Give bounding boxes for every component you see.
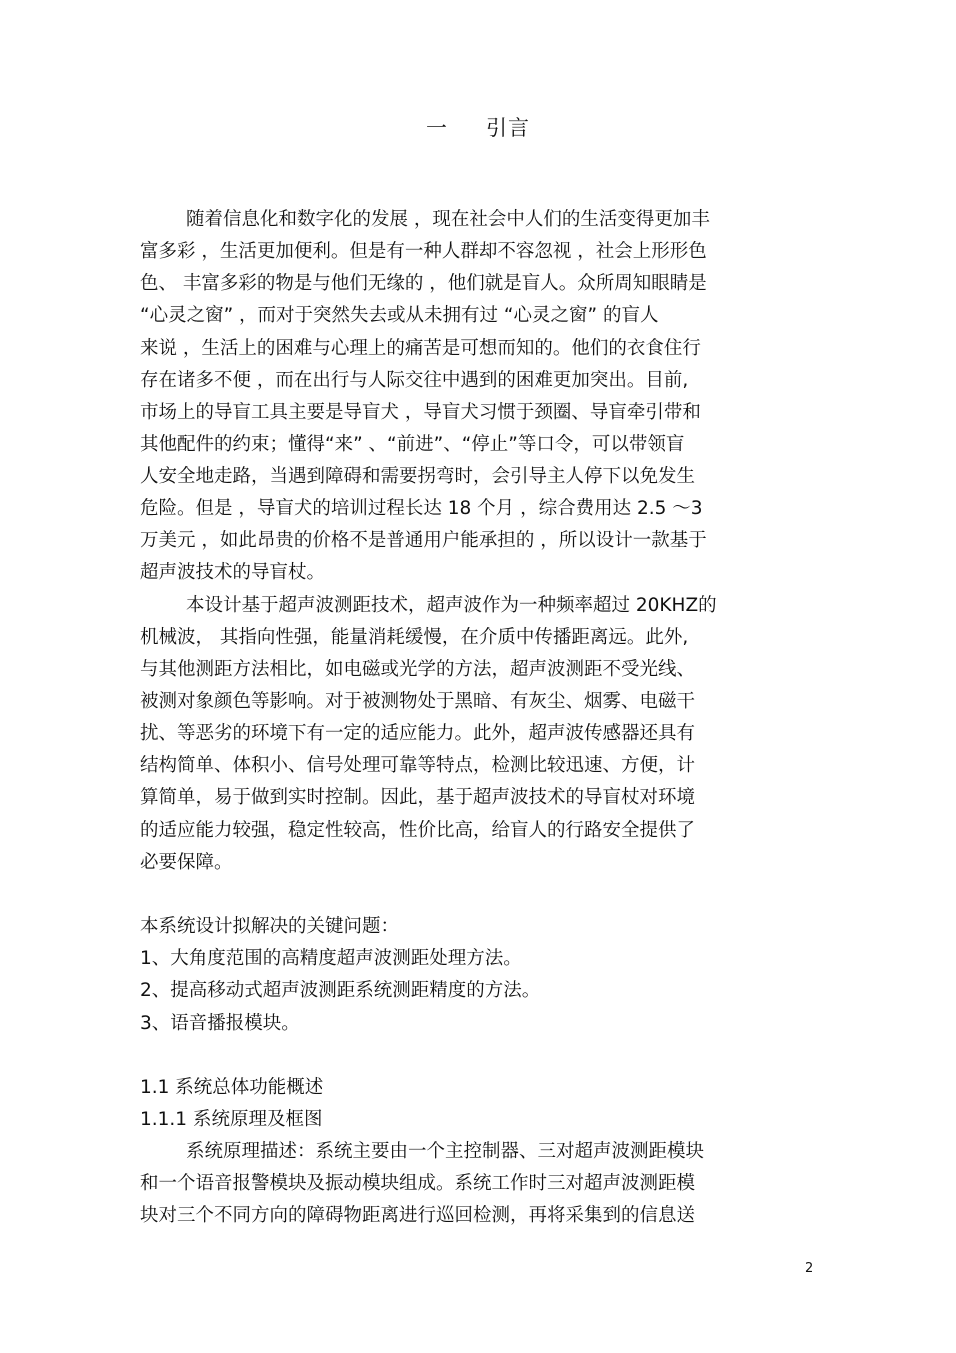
section-heading-1-1: 1.1 系统总体功能概述 bbox=[140, 1077, 324, 1098]
paragraph-line: 块对三个不同方向的障碍物距离进行巡回检测，再将采集到的信息送 bbox=[140, 1205, 696, 1226]
paragraph-line: 市场上的导盲工具主要是导盲犬 ，导盲犬习惯于颈圈、导盲牵引带和 bbox=[140, 402, 701, 423]
problem-item: 3、语音播报模块。 bbox=[140, 1013, 300, 1034]
paragraph-line: 必要保障。 bbox=[140, 852, 233, 873]
paragraph-line: 与其他测距方法相比，如电磁或光学的方法，超声波测距不受光线、 bbox=[140, 659, 696, 680]
paragraph-line: 算简单，易于做到实时控制。因此，基于超声波技术的导盲杖对环境 bbox=[140, 787, 696, 808]
paragraph-line: 机械波， 其指向性强，能量消耗缓慢，在介质中传播距离远。此外, bbox=[140, 627, 689, 648]
paragraph-line: 被测对象颜色等影响。对于被测物处于黑暗、有灰尘、烟雾、电磁干 bbox=[140, 691, 696, 712]
page-title bbox=[0, 112, 956, 142]
section-heading-1-1-1: 1.1.1 系统原理及框图 bbox=[140, 1109, 323, 1130]
paragraph-line: 本设计基于超声波测距技术，超声波作为一种频率超过 20KHZ的 bbox=[186, 595, 717, 616]
paragraph-line: 危险。但是 ，导盲犬的培训过程长达 18 个月 ，综合费用达 2.5 ～3 bbox=[140, 498, 703, 519]
paragraph-line: 结构简单、体积小、信号处理可靠等特点，检测比较迅速、方便，计 bbox=[140, 755, 696, 776]
paragraph-line: 和一个语音报警模块及振动模块组成。系统工作时三对超声波测距模 bbox=[140, 1173, 696, 1194]
paragraph-line: 其他配件的约束；懂得“来” 、“前进”、“停止”等口令，可以带领盲 bbox=[140, 434, 685, 455]
paragraph-line: 随着信息化和数字化的发展 ，现在社会中人们的生活变得更加丰 bbox=[186, 209, 710, 230]
paragraph-line: 来说 ，生活上的困难与心理上的痛苦是可想而知的。他们的衣食住行 bbox=[140, 338, 701, 359]
title-text: 引言 bbox=[486, 116, 530, 140]
paragraph-line: 色、 丰富多彩的物是与他们无缘的 ，他们就是盲人。众所周知眼睛是 bbox=[140, 273, 707, 294]
problems-heading: 本系统设计拟解决的关键问题： bbox=[140, 916, 400, 937]
page-number: 2 bbox=[805, 1261, 814, 1276]
paragraph-line: 扰、等恶劣的环境下有一定的适应能力。此外，超声波传感器还具有 bbox=[140, 723, 696, 744]
problem-item: 1、大角度范围的高精度超声波测距处理方法。 bbox=[140, 948, 522, 969]
paragraph-line: “心灵之窗” ，而对于突然失去或从未拥有过 “心灵之窗” 的盲人 bbox=[140, 305, 659, 326]
paragraph-line: 的适应能力较强，稳定性较高，性价比高，给盲人的行路安全提供了 bbox=[140, 820, 696, 841]
problem-item: 2、提高移动式超声波测距系统测距精度的方法。 bbox=[140, 980, 541, 1001]
paragraph-line: 超声波技术的导盲杖。 bbox=[140, 562, 326, 583]
paragraph-line: 人安全地走路，当遇到障碍和需要拐弯时，会引导主人停下以免发生 bbox=[140, 466, 696, 487]
paragraph-line: 万美元 ，如此昂贵的价格不是普通用户能承担的 ，所以设计一款基于 bbox=[140, 530, 707, 551]
title-number: 一 bbox=[426, 116, 448, 140]
paragraph-line: 富多彩 ，生活更加便利。但是有一种人群却不容忽视 ，社会上形形色 bbox=[140, 241, 707, 262]
paragraph-line: 系统原理描述：系统主要由一个主控制器、三对超声波测距模块 bbox=[186, 1141, 705, 1162]
paragraph-line: 存在诸多不便 ，而在出行与人际交往中遇到的困难更加突出。目前, bbox=[140, 370, 689, 391]
